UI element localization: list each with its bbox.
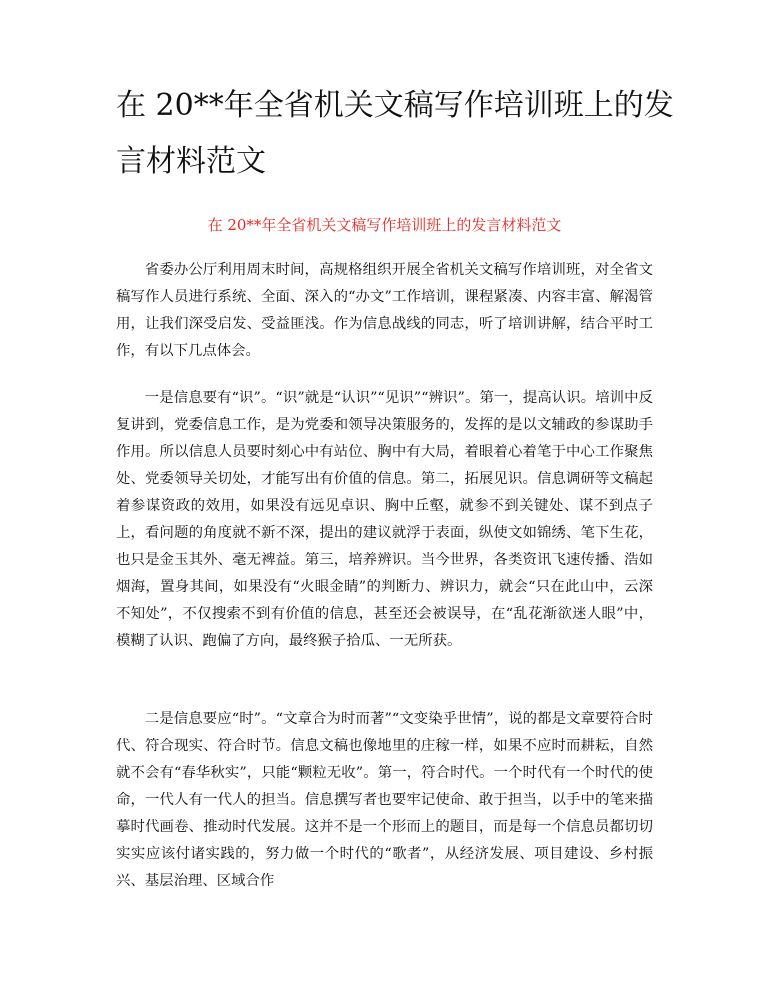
paragraph-intro: 省委办公厅利用周末时间，高规格组织开展全省机关文稿写作培训班，对全省文稿写作人员进行系统、全面、深入的“办文”工作培训，课程紧凑、内容丰富、解渴管用，让我们深受启发、受益匪浅。作为信息战线的同志，听了培训讲解，结合平时工作，有以下几点体会。 xyxy=(116,262,653,359)
document-title: 在 20**年全省机关文稿写作培训班上的发言材料范文 xyxy=(116,88,674,179)
document-subtitle: 在 20**年全省机关文稿写作培训班上的发言材料范文 xyxy=(207,216,562,234)
paragraph-point-two: 二是信息要应“时”。“文章合为时而著”“文变染乎世情”，说的都是文章要符合时代、符合现实、符合时节。信息文稿也像地里的庄稼一样，如果不应时而耕耘，自然就不会有“春华秋实”，只能“颗粒无收”。第一，符合时代。一个时代有一个时代的使命，一代人有一代人的担当。信息撰写者也要牢记使命、敢于担当，以手中的笔来描摹时代画卷、推动时代发展。这并不是一个形而上的题目，而是每一个信息员都切切实实应该付诸实践的，努力做一个时代的“歌者”，从经济发展、项目建设、乡村振兴、基层治理、区域合作 xyxy=(116,711,653,889)
paragraph-point-one: 一是信息要有“识”。“识”就是“认识”“见识”“辨识”。第一，提高认识。培训中反复讲到，党委信息工作，是为党委和领导决策服务的，发挥的是以文辅政的参谋助手作用。所以信息人员要时刻心中有站位、胸中有大局，着眼着心着笔于中心工作聚焦处、党委领导关切处，才能写出有价值的信息。第二，拓展见识。信息调研等文稿起着参谋资政的效用，如果没有远见卓识、胸中丘壑，就参不到关键处、谋不到点子上，看问题的角度就不新不深，提出的建议就浮于表面，纵使文如锦绣、笔下生花，也只是金玉其外、毫无裨益。第三，培养辨识。当今世界，各类资讯飞速传播、浩如烟海，置身其间，如果没有“火眼金睛”的判断力、辨识力，就会“只在此山中，云深不知处”，不仅搜索不到有价值的信息，甚至还会被误导，在“乱花渐欲迷人眼”中，模糊了认识、跑偏了方向，最终猴子拾瓜、一无所获。 xyxy=(116,390,653,649)
